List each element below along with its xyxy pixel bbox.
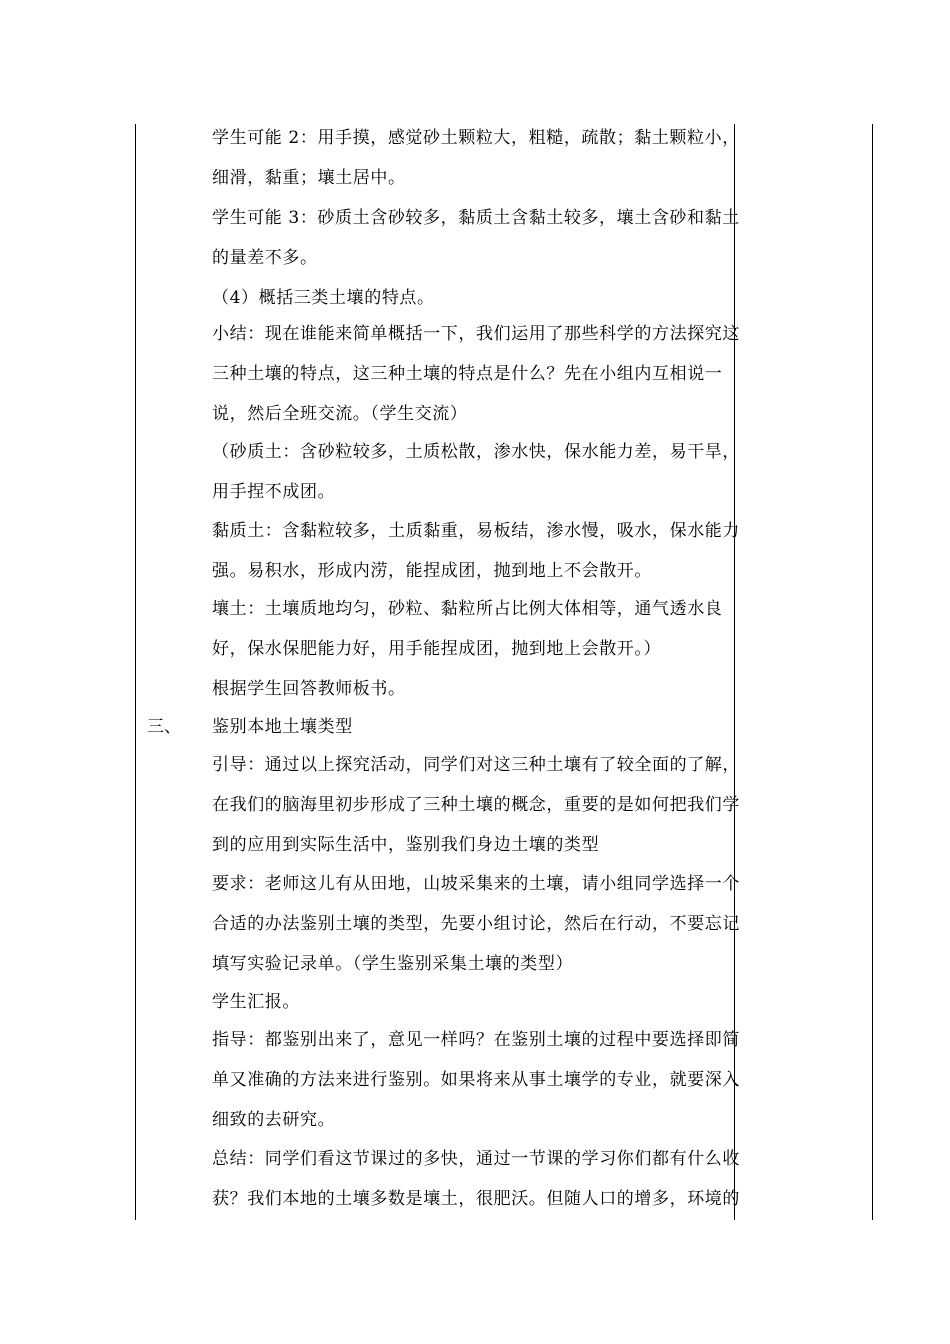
text-line: 好，保水保肥能力好，用手能捏成团，抛到地上会散开。） — [212, 639, 662, 659]
text-line: 在我们的脑海里初步形成了三种土壤的概念，重要的是如何把我们学 — [212, 795, 740, 815]
text-line: 强。易积水，形成内涝，能捏成团，抛到地上不会散开。 — [212, 561, 652, 581]
table-border-left — [135, 124, 136, 1220]
text-line: 学生可能 3：砂质土含砂较多，黏质土含黏土较多，壤土含砂和黏土 — [212, 208, 740, 228]
text-line: 学生汇报。 — [212, 992, 300, 1012]
text-line: （4）概括三类土壤的特点。 — [212, 288, 435, 308]
section-number-three: 三、 — [147, 717, 181, 737]
text-line: 到的应用到实际生活中，鉴别我们身边土壤的类型 — [212, 835, 600, 855]
text-line: 指导：都鉴别出来了，意见一样吗？在鉴别土壤的过程中要选择即简 — [212, 1030, 740, 1050]
text-line: 合适的办法鉴别土壤的类型，先要小组讨论，然后在行动，不要忘记 — [212, 914, 740, 934]
text-line: 填写实验记录单。（学生鉴别采集土壤的类型） — [212, 954, 574, 974]
table-border-right — [872, 124, 873, 1220]
text-line: 学生可能 2：用手摸，感觉砂土颗粒大，粗糙，疏散；黏土颗粒小， — [212, 128, 740, 148]
text-line: 说，然后全班交流。（学生交流） — [212, 404, 468, 424]
text-line: 壤土：土壤质地均匀，砂粒、黏粒所占比例大体相等，通气透水良 — [212, 599, 723, 619]
text-line: 引导：通过以上探究活动，同学们对这三种土壤有了较全面的了解， — [212, 755, 740, 775]
text-line: 三种土壤的特点，这三种土壤的特点是什么？先在小组内互相说一 — [212, 364, 723, 384]
text-line: 小结：现在谁能来简单概括一下，我们运用了那些科学的方法探究这 — [212, 324, 740, 344]
text-line: 的量差不多。 — [212, 248, 318, 268]
text-line: 获？我们本地的土壤多数是壤土，很肥沃。但随人口的增多，环境的 — [212, 1189, 740, 1209]
text-line: 黏质土：含黏粒较多，土质黏重，易板结，渗水慢，吸水，保水能力 — [212, 521, 740, 541]
text-line: 用手捏不成团。 — [212, 482, 336, 502]
section-heading: 鉴别本地土壤类型 — [212, 717, 353, 737]
table-border-middle — [734, 124, 735, 1220]
text-line: 细致的去研究。 — [212, 1110, 336, 1130]
text-line: 细滑，黏重；壤土居中。 — [212, 168, 406, 188]
text-line: 要求：老师这儿有从田地，山坡采集来的土壤，请小组同学选择一个 — [212, 874, 740, 894]
text-line: 根据学生回答教师板书。 — [212, 679, 406, 699]
text-line: 单又准确的方法来进行鉴别。如果将来从事土壤学的专业，就要深入 — [212, 1070, 740, 1090]
text-line: 总结：同学们看这节课过的多快，通过一节课的学习你们都有什么收 — [212, 1149, 740, 1169]
text-line: （砂质土：含砂粒较多，土质松散，渗水快，保水能力差，易干旱， — [212, 442, 740, 462]
